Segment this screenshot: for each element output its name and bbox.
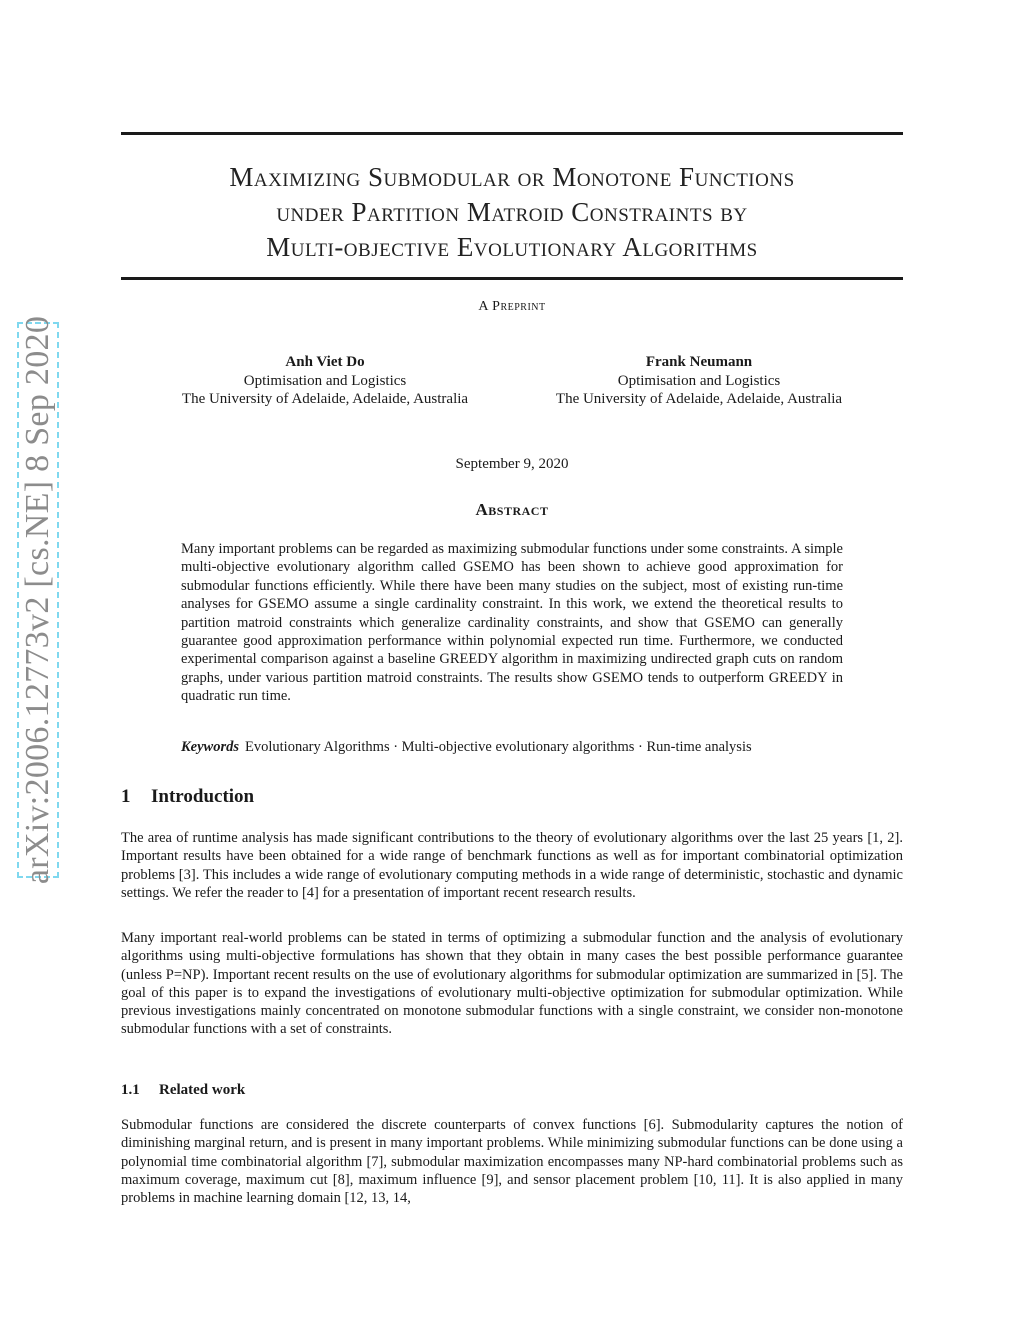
abstract-heading: Abstract <box>475 500 549 519</box>
author-name: Frank Neumann <box>645 354 753 370</box>
author-department: Optimisation and Logistics <box>243 372 407 389</box>
section-title-text: Introduction <box>151 786 255 807</box>
author-block-1 <box>145 353 505 409</box>
author-block-2 <box>519 353 879 409</box>
author-name: Anh Viet Do <box>285 354 365 370</box>
author-affiliation: The University of Adelaide, Adelaide, Australia <box>181 391 469 407</box>
arxiv-identifier-text: arXiv:2006.12773v2 [cs.NE] 8 Sep 2020 <box>19 315 56 885</box>
subsection-title-text: Related work <box>159 1082 246 1098</box>
author-affiliation: The University of Adelaide, Adelaide, Australia <box>555 391 843 407</box>
intro-paragraph-2: Many important real-world problems can be stated in terms of optimizing a submodular function and the analysis of evolutionary algorithms using multi-objective formulations has shown that they obtain in many cases the best possible performance guarantee (unless P=NP). Important recent results on the use of evolutionary algorithms for submodular optimization are summarized in [5]. The goal of this paper is to expand the investigations of evolutionary multi-objective optimization for submodular optimization. While previous investigations mainly concentrated on monotone submodular functions with a single constraint, we consider non-monotone submodular functions with a set of constraints. <box>121 930 903 1038</box>
title-line-1: Maximizing Submodular or Monotone Functions <box>229 162 795 192</box>
keywords-line <box>181 739 851 756</box>
title-rule-bottom <box>121 277 903 280</box>
subsection-heading-related-work <box>121 1082 245 1099</box>
paper-title <box>121 160 903 265</box>
intro-paragraph-1: The area of runtime analysis has made significant contributions to the theory of evolutionary algorithms over the last 25 years [1, 2]. Important results have been obtained for a wide range of benchmark functions as well as for important combinatorial optimization problems [3]. This includes a wide range of evolutionary computing methods in a wide range of deterministic, stochastic and dynamic settings. We refer the reader to [4] for a presentation of important recent research results. <box>121 830 903 901</box>
section-heading-introduction <box>121 786 254 808</box>
arxiv-identifier-stamp <box>17 315 59 885</box>
keywords-text: Evolutionary Algorithms · Multi-objective evolutionary algorithms · Run-time analysis <box>245 739 752 755</box>
author-department: Optimisation and Logistics <box>617 372 781 389</box>
related-work-paragraph: Submodular functions are considered the discrete counterparts of convex functions [6]. Submodularity captures the notion of diminishing marginal return, and is present in many important problems. While minimizing submodular functions can be done using a polynomial time combinatorial algorithm [7], submodular maximization encompasses many NP-hard combinatorial problems such as maximum coverage, maximum cut [8], maximum influence [9], and sensor placement problem [10, 11]. It is also applied in many problems in machine learning domain [12, 13, 14, <box>121 1117 903 1207</box>
section-number: 1 <box>121 786 131 807</box>
preprint-label: A Preprint <box>478 299 546 314</box>
title-line-2: under Partition Matroid Constraints by <box>276 197 748 227</box>
subsection-number: 1.1 <box>121 1082 140 1098</box>
title-line-3: Multi-objective Evolutionary Algorithms <box>266 232 758 262</box>
publication-date: September 9, 2020 <box>455 456 569 472</box>
abstract-text: Many important problems can be regarded as maximizing submodular functions under some constraints. A simple multi-objective evolutionary algorithm called GSEMO has been shown to achieve good approximation for submodular functions efficiently. While there have been many studies on the subject, most of existing run-time analyses for GSEMO assume a single cardinality constraint. In this work, we extend the theoretical results to partition matroid constraints which generalize cardinality constraints, and show that GSEMO can generally guarantee good approximation performance within polynomial expected run time. Furthermore, we conducted experimental comparison against a baseline GREEDY algorithm in maximizing undirected graph cuts on random graphs, under various partition matroid constraints. The results show GSEMO tends to outperform GREEDY in quadratic run time. <box>181 541 843 705</box>
keywords-label: Keywords <box>181 739 239 755</box>
title-rule-top <box>121 132 903 135</box>
